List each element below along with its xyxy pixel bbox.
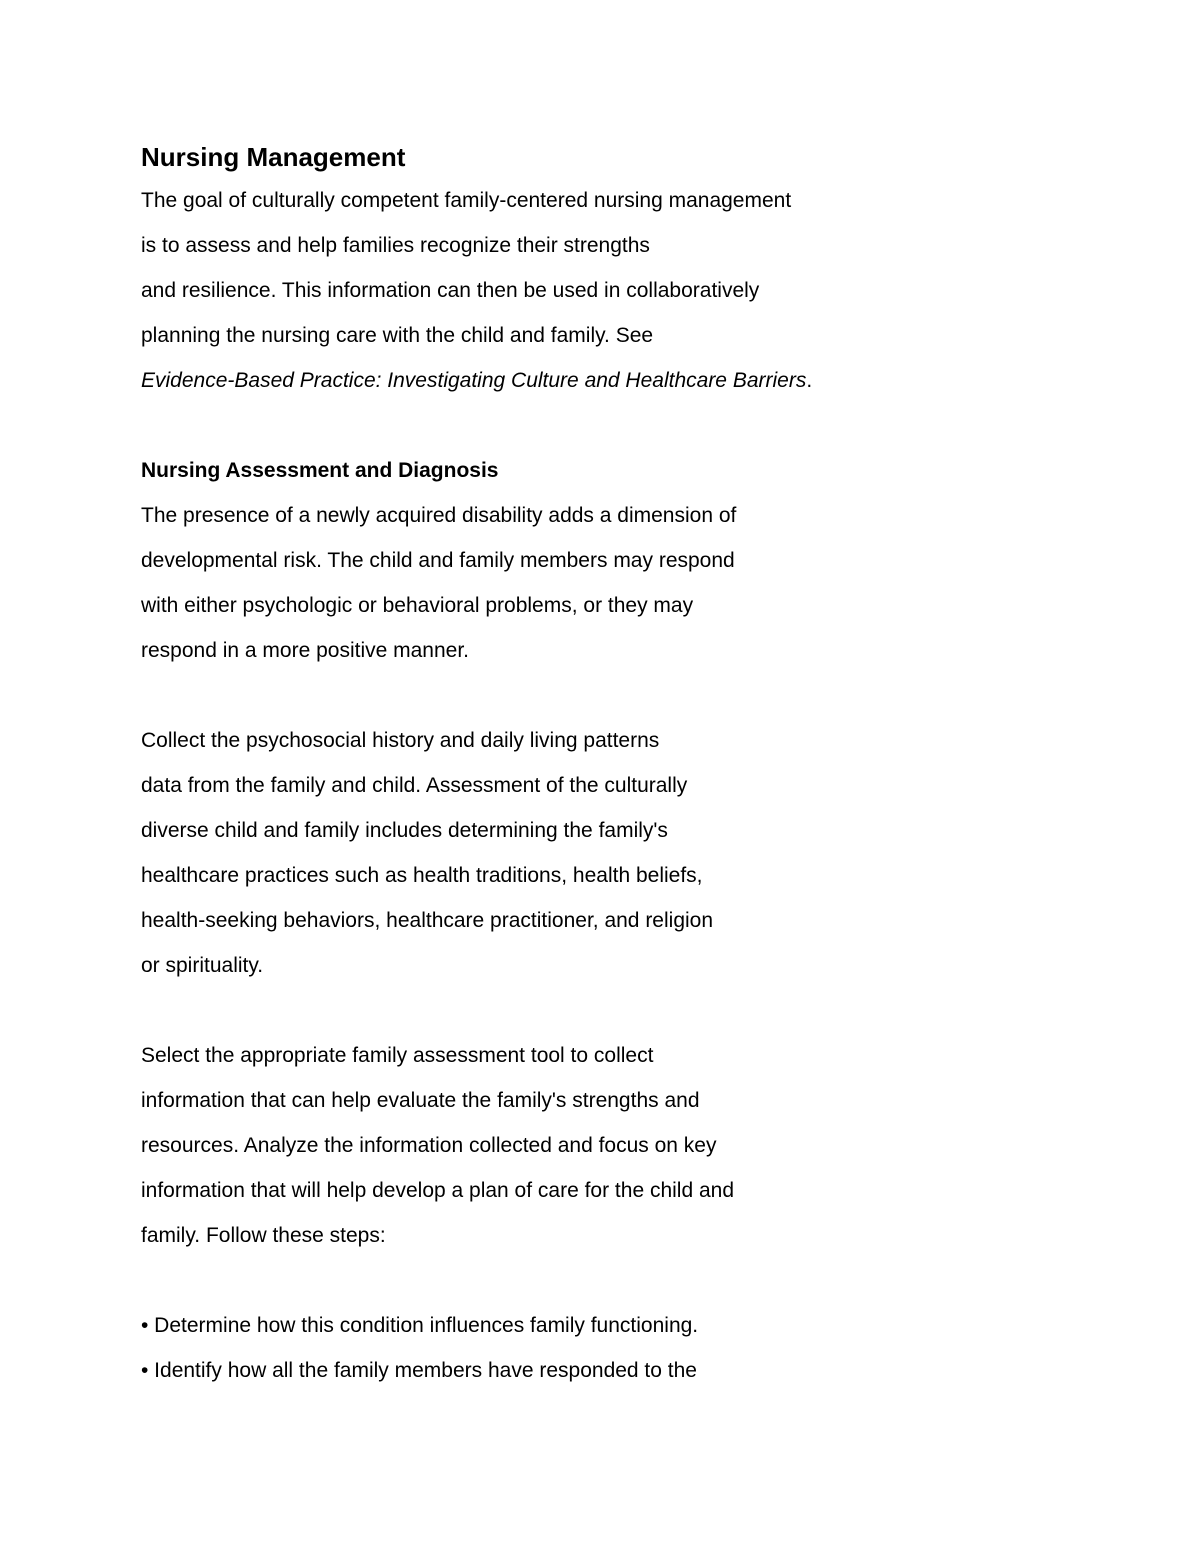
intro-line: The goal of culturally competent family-centered nursing management: [141, 189, 792, 212]
list-item: • Determine how this condition influences family functioning.: [141, 1314, 699, 1337]
paragraph-spacer: [141, 1258, 1061, 1303]
intro-paragraph: [141, 178, 1061, 403]
reference-period: .: [806, 369, 813, 392]
paragraph-line: Collect the psychosocial history and daily living patterns: [141, 729, 660, 752]
paragraph-line: family. Follow these steps:: [141, 1224, 386, 1247]
paragraph-line: Select the appropriate family assessment tool to collect: [141, 1044, 654, 1067]
paragraph-psychosocial-history: [141, 718, 1061, 988]
paragraph-line: healthcare practices such as health traditions, health beliefs,: [141, 864, 703, 887]
intro-reference-line: [141, 358, 1061, 403]
paragraph-spacer: [141, 988, 1061, 1033]
paragraph-line: data from the family and child. Assessment of the culturally: [141, 774, 688, 797]
paragraph-spacer: [141, 673, 1061, 718]
steps-list: [141, 1303, 1061, 1393]
paragraph-line: health-seeking behaviors, healthcare practitioner, and religion: [141, 909, 714, 932]
paragraph-line: resources. Analyze the information collected and focus on key: [141, 1134, 717, 1157]
paragraph-disability-risk: [141, 493, 1061, 673]
paragraph-line: diverse child and family includes determining the family's: [141, 819, 668, 842]
list-item: • Identify how all the family members have responded to the: [141, 1359, 697, 1382]
paragraph-line: The presence of a newly acquired disability adds a dimension of: [141, 504, 737, 527]
intro-line: and resilience. This information can then be used in collaboratively: [141, 279, 760, 302]
intro-line: is to assess and help families recognize their strengths: [141, 234, 650, 257]
paragraph-line: information that can help evaluate the family's strengths and: [141, 1089, 700, 1112]
paragraph-line: information that will help develop a plan of care for the child and: [141, 1179, 735, 1202]
paragraph-line: with either psychologic or behavioral problems, or they may: [141, 594, 694, 617]
document-content: [141, 138, 1061, 1393]
paragraph-line: or spirituality.: [141, 954, 264, 977]
paragraph-spacer: [141, 403, 1061, 448]
paragraph-line: respond in a more positive manner.: [141, 639, 470, 662]
paragraph-line: developmental risk. The child and family members may respond: [141, 549, 735, 572]
document-title: Nursing Management: [141, 142, 406, 172]
section-heading: Nursing Assessment and Diagnosis: [141, 459, 499, 482]
intro-line: planning the nursing care with the child and family. See: [141, 324, 654, 347]
paragraph-assessment-tool: [141, 1033, 1061, 1258]
evidence-based-practice-reference: Evidence-Based Practice: Investigating Culture and Healthcare Barriers: [141, 369, 807, 392]
